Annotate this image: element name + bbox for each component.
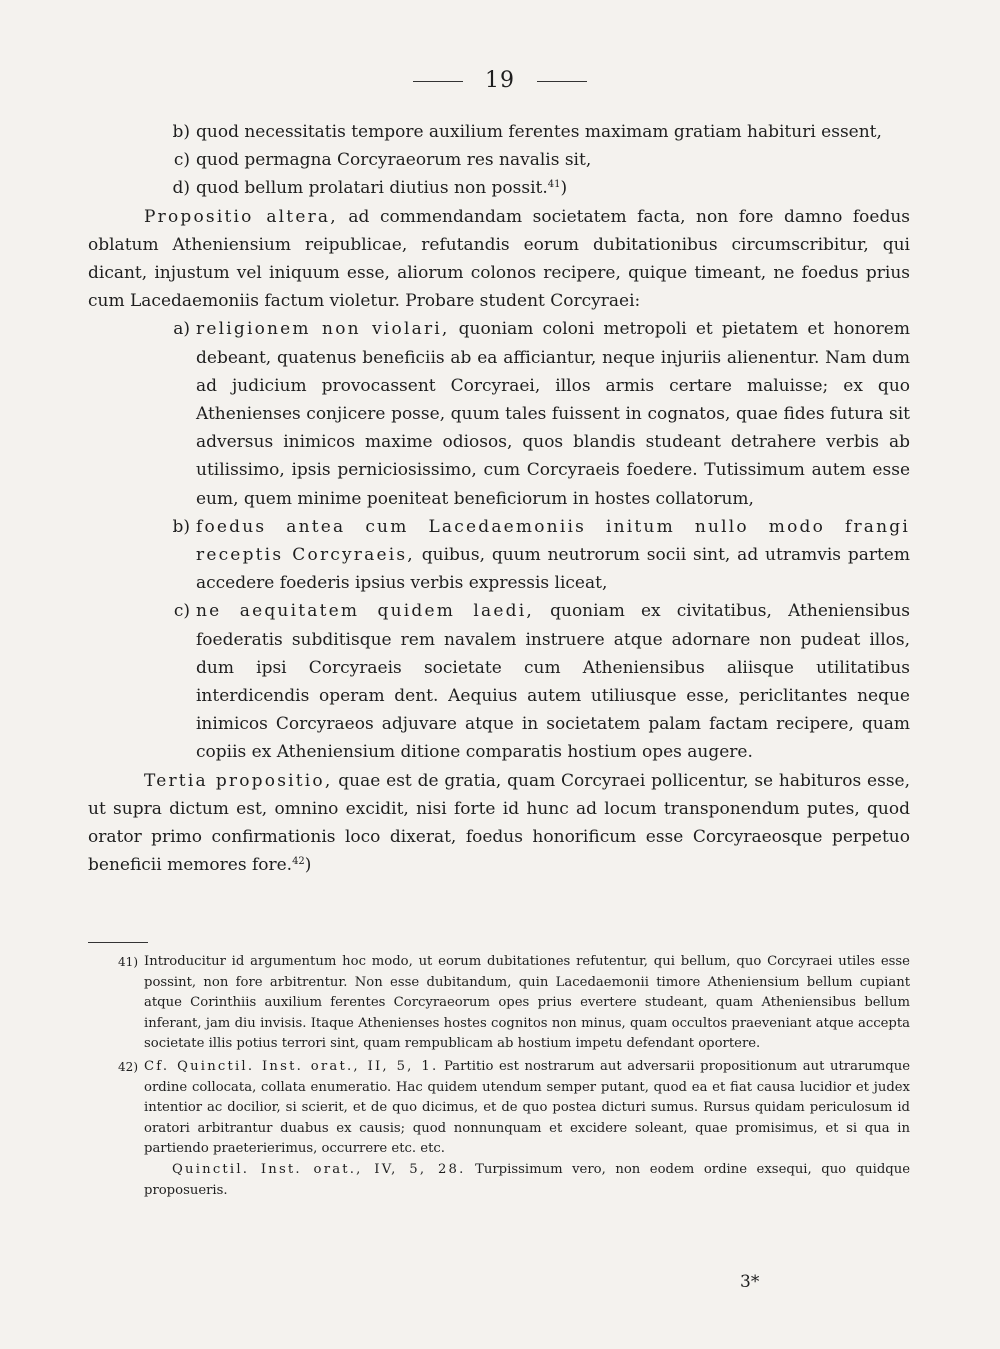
header-rule-left (413, 81, 463, 82)
page-header (0, 68, 1000, 93)
list-text: quibus, quum neutrorum socii sint, ad utramvis partem accedere foederis ipsius verbis expressis liceat, (196, 545, 910, 594)
list-item (88, 597, 910, 766)
list-text: quod necessitatis tempore auxilium ferentes maximam gratiam habituri essent, (196, 122, 882, 142)
list-text: quod permagna Corcyraeorum res navalis sit, (196, 150, 592, 171)
list-text-body: quod bellum prolatari diutius non possit. (196, 178, 548, 199)
list-label: a) (173, 319, 190, 340)
list-item (88, 174, 910, 202)
footnote-ref: 42 (292, 856, 305, 868)
footnote-text: Introducitur id argumentum hoc modo, ut eorum dubitationes refutentur, qui bellum, quo Corcyraei utiles esse possint, non fore arbitrentur. Non esse dubitandum, quin Lacedaemonii timore Atheniensium bellum cupiant atque Corinthiis auxilium ferentes Corcyraeorum opes prius evertere studeant, quam Atheniensibus bellum inferant, jam diu invisis. Itaque Athenienses hostes cognitos non minus, quam occultos praeveniant atque accepta societate illis potius terrori sint, quam rempublicam ab hostium impetu defendant oportere. (144, 954, 910, 1052)
list-item (88, 146, 910, 174)
list-label: c) (173, 601, 190, 622)
list-label: c) (173, 150, 190, 171)
footnote-text: Partitio est nostrarum aut adversarii propositionum aut utrarumque ordine collocata, collata enumeratio. Hac quidem utendum semper putant, quod ea et fiat causa lucidior et judex intentior ac docilior, si scierit, et de quo dicimus, et de quo postea dicturi sumus. Rursus quidam periculosum id oratori arbitrantur duabus ex causis; quod nonnunquam et excidere soleant, quae promisimus, et si qua in partiendo praeterierimus, occurrere etc. etc. (144, 1058, 910, 1157)
spaced-heading: foedus antea cum Lacedaemoniis initum nullo modo frangi receptis Corcyraeis, (196, 516, 910, 566)
spaced-heading: Propositio altera, (144, 206, 338, 227)
footnote (108, 1057, 910, 1201)
list-item (88, 315, 910, 512)
footnote-text: Turpissimum vero, non eodem ordine exsequi, quo quidque proposueris. (144, 1161, 910, 1198)
paragraph-text: ad commendandam societatem facta, non fore damno foedus oblatum Atheniensium reipublicae, refutandis eorum dubitationibus circumscribitur, qui dicant, injustum vel iniquum esse, aliorum colonos recipere, quique timeant, ne foedus prius cum Lacedaemoniis factum violetur. Probare student Corcyraei: (88, 206, 910, 312)
footnote-citation: Cf. Quinctil. Inst. orat., II, 5, 1. (144, 1058, 439, 1074)
list-label: d) (172, 178, 190, 199)
main-text (88, 118, 910, 879)
list-label: b) (172, 516, 190, 537)
list-label: b) (172, 122, 190, 142)
footnote-citation: Quinctil. Inst. orat., IV, 5, 28. (172, 1161, 466, 1177)
footnotes (108, 952, 910, 1203)
paragraph-text: quae est de gratia, quam Corcyraei pollicentur, se habituros esse, ut supra dictum est, omnino excidit, nisi forte id hunc ad locum transponendum putes, quod orator primo confirmationis loco dixerat, foedus honorificum esse Corcyraeosque perpetuo beneficii memores fore. (88, 770, 911, 876)
list-text: quoniam coloni metropoli et pietatem et honorem debeant, quatenus beneficiis ab ea afficiantur, neque injuriis alienentur. Nam dum ad judicium provocassent Corcyraei, illos armis certare maluisse; ex quo Athenienses conjicere posse, quum tales fuissent in cognatos, quae fides futura sit adversus inimicos maxime odiosos, quos blandis studeant detrahere verbis ab utilissimo, ipsis perniciosissimo, cum Corcyraeis foedere. Tutissimum autem esse eum, quem minime poeniteat beneficiorum in hostes collatorum, (196, 319, 910, 509)
footnote (108, 952, 910, 1055)
spaced-heading: ne aequitatem quidem laedi, (196, 601, 534, 622)
signature-mark: 3* (740, 1272, 760, 1292)
footnote-divider (88, 942, 148, 943)
header-rule-right (537, 81, 587, 82)
footnote-label: 42) (118, 1059, 138, 1074)
paragraph-propositio (88, 203, 910, 316)
list-text: quoniam ex civitatibus, Atheniensibus foederatis subditisque rem navalem instruere atque adornare non pudeat illos, dum ipsi Corcyraeis societate cum Atheniensibus aliisque utilitatibus interdicendis operam dent. Aequius autem utiliusque esse, periclitantes neque inimicos Corcyraeos adjuvare atque in societatem palam factam recipere, quam copiis ex Atheniensium ditione comparatis hostium opes augere. (196, 601, 910, 763)
footnote-ref: 41 (547, 179, 561, 191)
footnote-label: 41) (118, 955, 138, 969)
page-number: 19 (485, 68, 515, 93)
spaced-heading: religionem non violari, (196, 319, 450, 340)
list-item (88, 513, 910, 598)
list-text: quod bellum prolatari diutius non possit.$^{41}$) (196, 178, 568, 199)
paragraph-tertia: Tertia propositio, quae est de gratia, quam Corcyraei pollicentur, se habituros esse, ut supra dictum est, omnino excidit, nisi forte id hunc ad locum transponendum putes, quod orator primo confirmationis loco dixerat, foedus honorificum esse Corcyraeosque perpetuo beneficii memores fore.$^{42}$) (88, 770, 911, 876)
spaced-heading: Tertia propositio, (144, 770, 333, 791)
list-item (88, 118, 910, 146)
